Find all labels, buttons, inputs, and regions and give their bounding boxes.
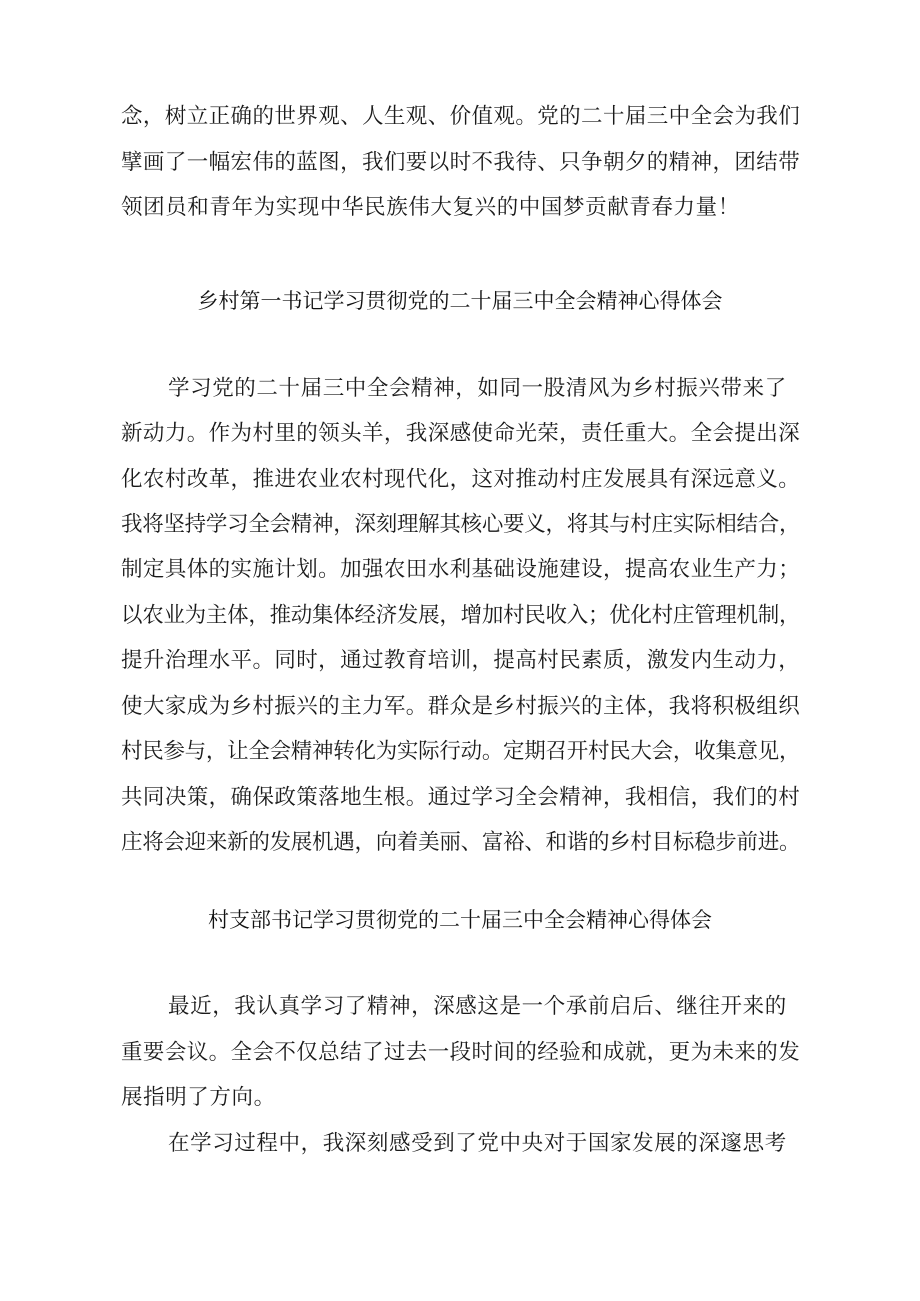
paragraph-line: 新动力。作为村里的领头羊，我深感使命光荣，责任重大。全会提出深 [121, 421, 801, 446]
paragraph-line: 提升治理水平。同时，通过教育培训，提高村民素质，激发内生动力， [121, 648, 801, 673]
paragraph-line: 制定具体的实施计划。加强农田水利基础设施建设，提高农业生产力； [121, 557, 801, 582]
paragraph-line: 展指明了方向。 [121, 1085, 276, 1110]
paragraph-line: 共同决策，确保政策落地生根。通过学习全会精神，我相信，我们的村 [121, 785, 801, 810]
paragraph-line: 重要会议。全会不仅总结了过去一段时间的经验和成就，更为未来的发 [121, 1040, 801, 1065]
section-heading: 村支部书记学习贯彻党的二十届三中全会精神心得体会 [208, 908, 712, 932]
paragraph-line: 最近，我认真学习了精神，深感这是一个承前启后、继往开来的 [168, 994, 787, 1019]
paragraph-line: 使大家成为乡村振兴的主力军。群众是乡村振兴的主体，我将积极组织 [121, 694, 801, 719]
paragraph-line: 在学习过程中，我深刻感受到了党中央对于国家发展的深邃思考 [168, 1131, 787, 1156]
paragraph-line: 村民参与，让全会精神转化为实际行动。定期召开村民大会，收集意见， [121, 739, 801, 764]
paragraph-line: 领团员和青年为实现中华民族伟大复兴的中国梦贡献青春力量！ [121, 195, 740, 220]
paragraph-line: 化农村改革，推进农业农村现代化，这对推动村庄发展具有深远意义。 [121, 467, 801, 492]
paragraph-line: 学习党的二十届三中全会精神，如同一股清风为乡村振兴带来了 [168, 376, 787, 401]
paragraph-line: 以农业为主体，推动集体经济发展，增加村民收入；优化村庄管理机制， [121, 603, 801, 628]
paragraph-line: 我将坚持学习全会精神，深刻理解其核心要义，将其与村庄实际相结合， [121, 512, 801, 537]
paragraph-line: 念，树立正确的世界观、人生观、价值观。党的二十届三中全会为我们 [121, 104, 801, 129]
section-heading: 乡村第一书记学习贯彻党的二十届三中全会精神心得体会 [197, 289, 723, 313]
paragraph-line: 庄将会迎来新的发展机遇，向着美丽、富裕、和谐的乡村目标稳步前进。 [121, 830, 801, 855]
paragraph-line: 擘画了一幅宏伟的蓝图，我们要以时不我待、只争朝夕的精神，团结带 [121, 150, 801, 175]
